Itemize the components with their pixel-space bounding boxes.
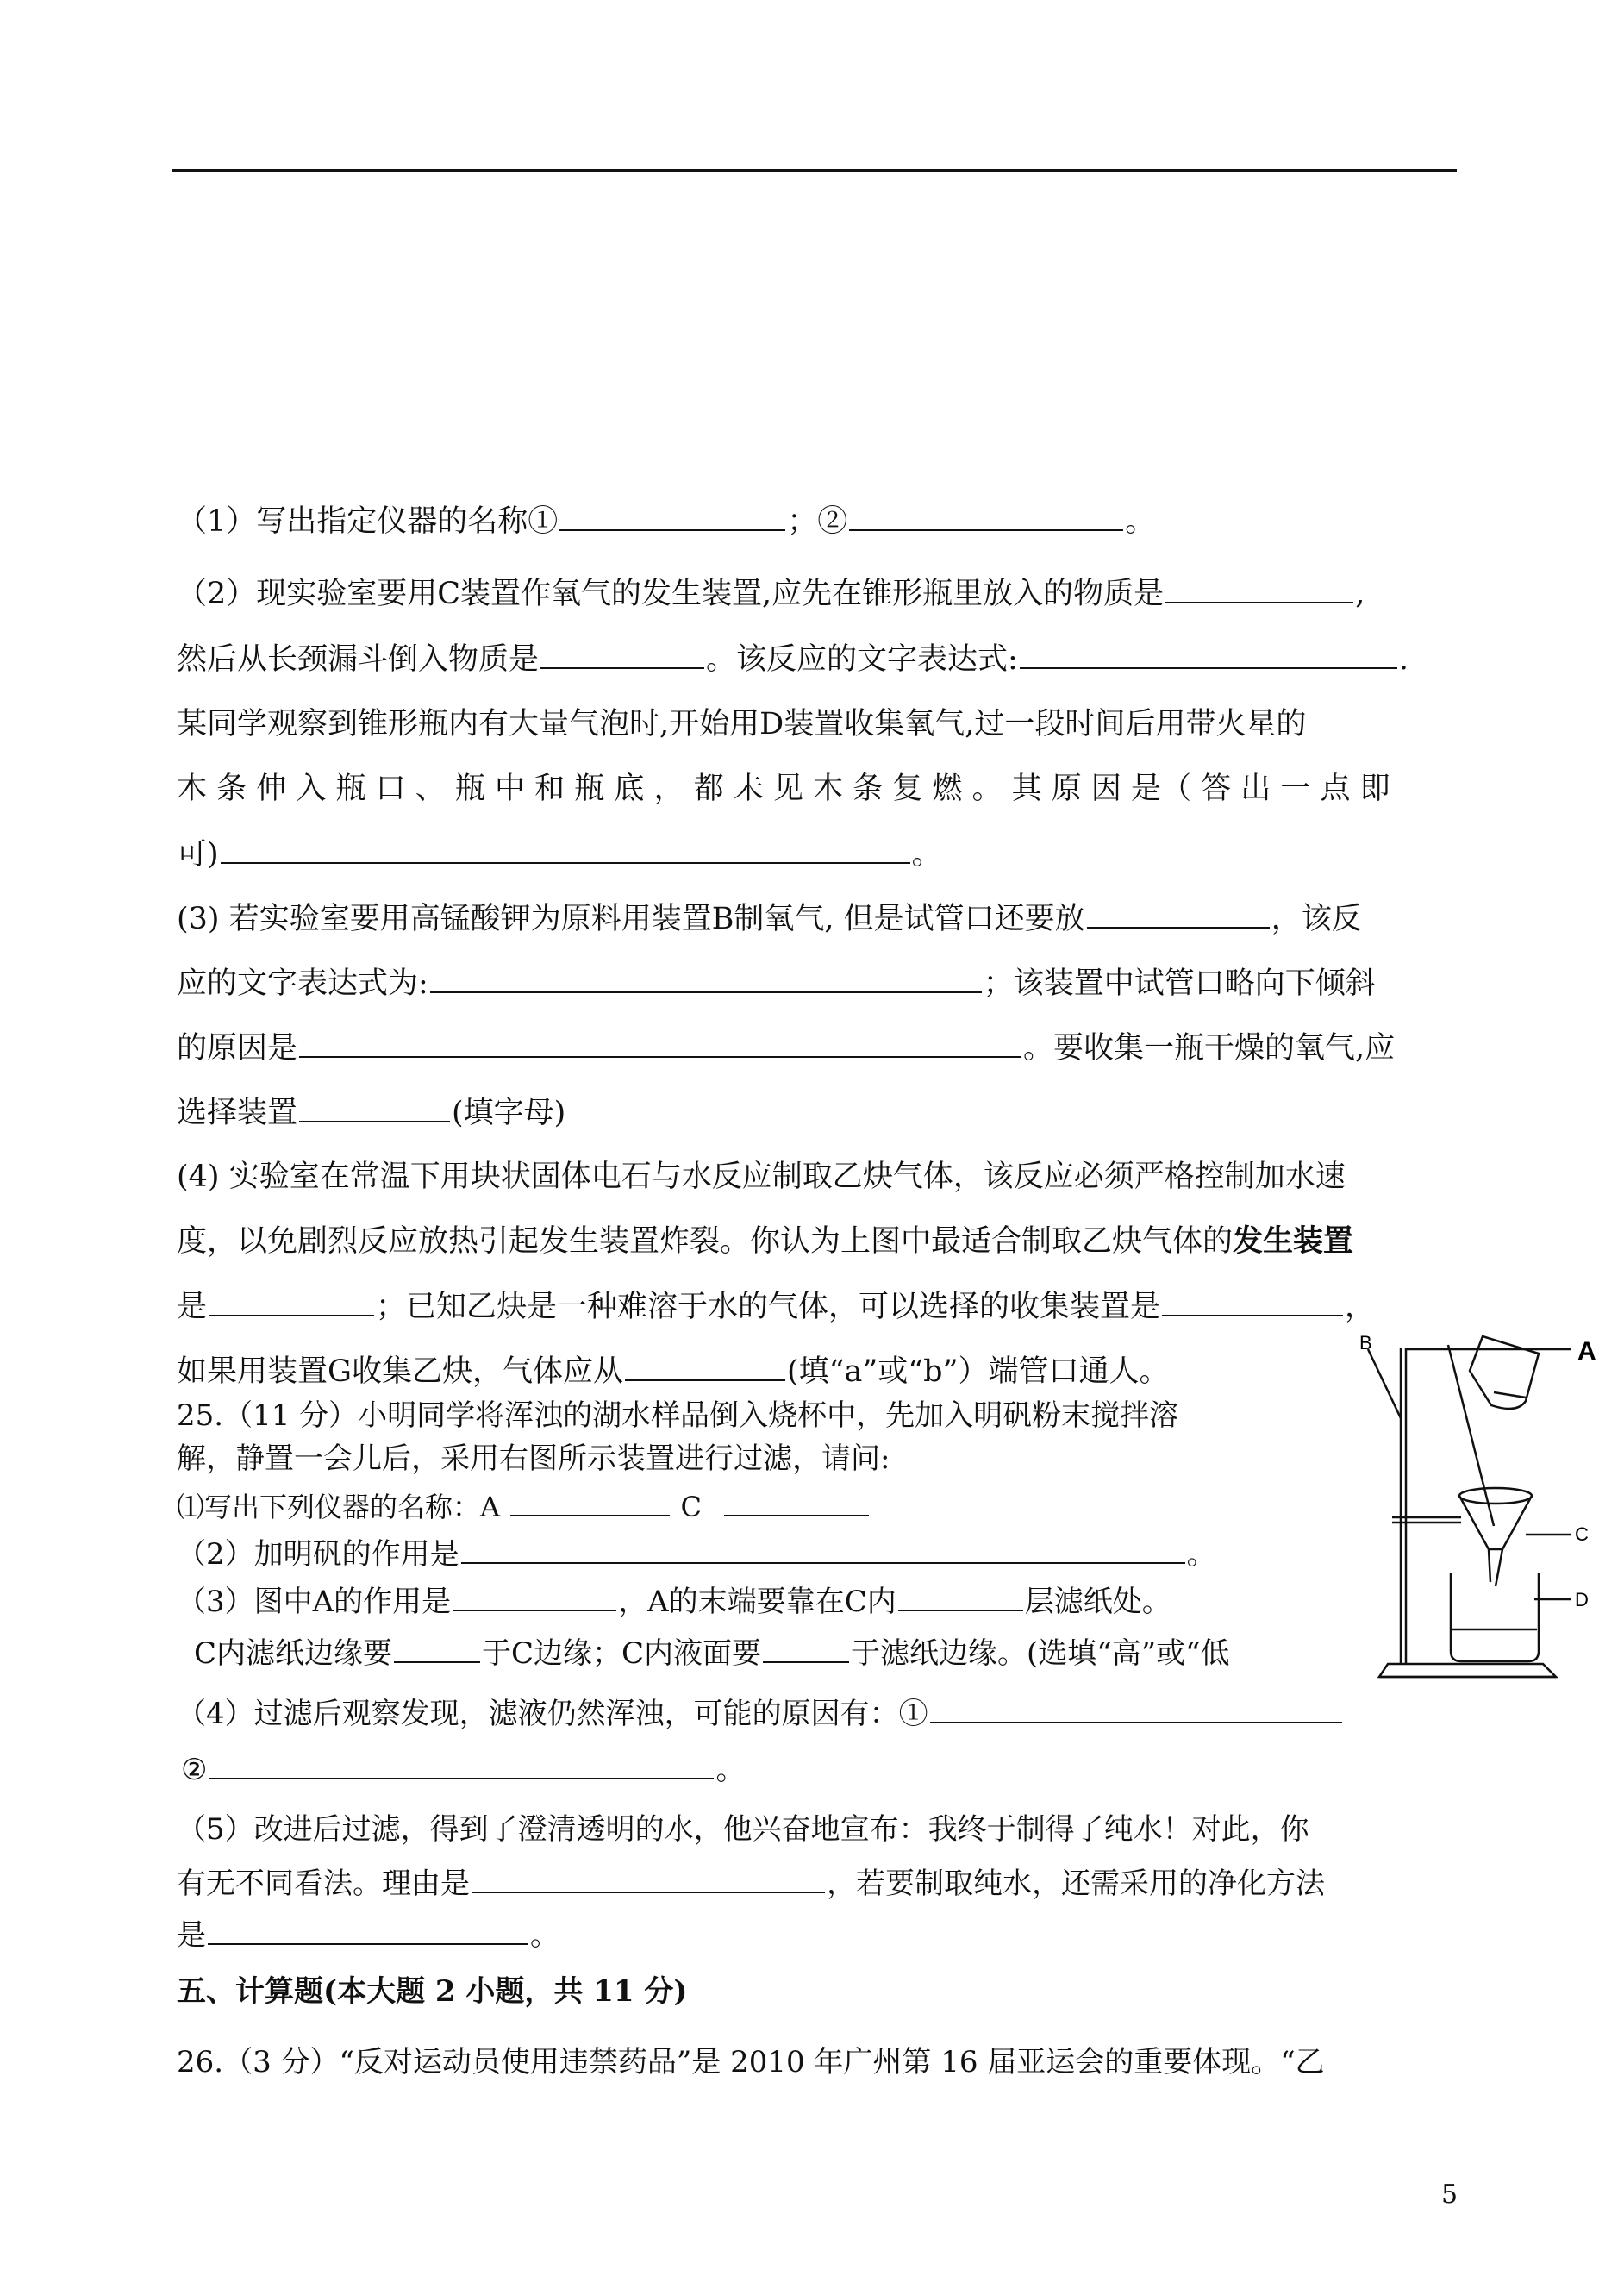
blank-liquid-level[interactable] — [763, 1634, 849, 1663]
blank-cause-1[interactable] — [930, 1694, 1342, 1723]
blank-gas-inlet[interactable] — [625, 1352, 785, 1381]
q24-part3-line4 — [177, 1093, 565, 1132]
receiving-beaker — [1451, 1573, 1539, 1661]
q25-part5-text: 。 — [530, 1918, 559, 1953]
q25-part3-edge — [194, 1634, 1345, 1673]
q24-part4-text: ；已知乙炔是一种难溶于水的气体，可以选择的收集装置是 — [376, 1290, 1161, 1324]
q24-part1-text: 。 — [1125, 504, 1156, 539]
blank-funnel-substance[interactable] — [540, 640, 704, 669]
q25-part2-text: 。 — [1186, 1537, 1216, 1572]
blank-kmno4-equation[interactable] — [430, 964, 982, 993]
q25-intro-line1: 25.（11 分）小明同学将浑浊的湖水样品倒入烧杯中，先加入明矾粉末搅拌溶 — [177, 1398, 1179, 1433]
q24-part2-line3: 某同学观察到锥形瓶内有大量气泡时,开始用D装置收集氧气,过一段时间后用带火星的 — [177, 707, 1307, 741]
funnel-rim — [1459, 1488, 1532, 1504]
q25-part4 — [177, 1694, 1344, 1733]
blank-tube-mouth[interactable] — [1087, 899, 1270, 929]
figure-label-d: D — [1575, 1589, 1589, 1610]
q24-part2-line2 — [177, 640, 1409, 678]
q24-part3-line1 — [177, 899, 1362, 938]
q24-part1 — [177, 502, 1155, 541]
q24-part2-text: 。 — [911, 837, 942, 872]
q24-part4-line2 — [177, 1223, 1353, 1260]
blank-word-equation[interactable] — [1020, 640, 1397, 669]
q24-part4-line1: (4) 实验室在常温下用块状固体电石与水反应制取乙炔气体，该反应必须严格控制加水速 — [177, 1160, 1346, 1194]
blank-collector[interactable] — [1162, 1287, 1343, 1316]
q25-part4-text: 。 — [715, 1753, 746, 1787]
q25-part5-text: 有无不同看法。理由是 — [177, 1867, 470, 1901]
blank-instrument-c[interactable] — [724, 1487, 869, 1516]
q25-part2-text: （2）加明矾的作用是 — [177, 1537, 459, 1572]
blank-cause-2[interactable] — [209, 1750, 714, 1779]
blank-paper-layers[interactable] — [898, 1582, 1023, 1611]
q25-part3-edge-text: C内滤纸边缘要 — [194, 1636, 393, 1671]
q24-part2-text: . — [1398, 642, 1409, 677]
pour-beaker — [1470, 1336, 1539, 1409]
q24-part3-text: 的原因是 — [177, 1031, 298, 1066]
q26-line1: 26.（3 分）“反对运动员使用违禁药品”是 2010 年广州第 16 届亚运会的重要体现。“乙 — [177, 2045, 1325, 2079]
blank-reason[interactable] — [221, 835, 910, 864]
section-heading: 五、计算题(本大题 2 小题，共 11 分) — [177, 1974, 688, 2009]
q24-part3-line2 — [177, 964, 1376, 1003]
q25-part5-line2 — [177, 1864, 1325, 1903]
filtration-apparatus-figure — [1349, 1323, 1603, 1698]
q25-part3-text: ，A的末端要靠在C内 — [618, 1585, 896, 1619]
blank-a-role[interactable] — [453, 1582, 616, 1611]
q25-intro-line2: 解，静置一会儿后，采用右图所示装置进行过滤，请问: — [177, 1441, 890, 1476]
q24-part3-text: 。要收集一瓶干燥的氧气,应 — [1023, 1031, 1396, 1066]
q24-part4-text: 度，以免剧烈反应放热引起发生装置炸裂。你认为上图中最适合制取乙炔气体的 — [177, 1224, 1234, 1259]
q24-part2-line4: 木 条 伸 入 瓶 口 、 瓶 中 和 瓶 底 ， 都 未 见 木 条 复 燃 。 其 原 因 是（ 答 出 一 点 即 — [177, 772, 1390, 806]
q24-part2-text: 然后从长颈漏斗倒入物质是 — [177, 642, 540, 677]
q24-part2-text: （2）现实验室要用C装置作氧气的发生装置,应先在锥形瓶里放入的物质是 — [177, 577, 1165, 611]
blank-paper-edge[interactable] — [394, 1634, 480, 1663]
q25-part4-text: ② — [181, 1753, 208, 1787]
q25-part5-text: ，若要制取纯水，还需采用的净化方法 — [827, 1867, 1325, 1901]
blank-tilt-reason[interactable] — [299, 1029, 1021, 1058]
q24-part3-text: (填字母) — [452, 1096, 566, 1130]
q24-part4-text: 如果用装置G收集乙炔，气体应从 — [177, 1354, 623, 1389]
q24-part4-line3 — [177, 1287, 1375, 1326]
blank-opinion-reason[interactable] — [472, 1864, 825, 1893]
q24-part3-text: 选择装置 — [177, 1096, 298, 1130]
figure-label-b: B — [1359, 1332, 1372, 1354]
q25-part3-edge-text: 于C边缘；C内液面要 — [482, 1636, 762, 1671]
q24-part2-text: , — [1355, 577, 1365, 611]
funnel-stem — [1489, 1549, 1502, 1586]
figure-label-a: A — [1577, 1337, 1596, 1366]
q25-part3-text: （3）图中A的作用是 — [177, 1585, 452, 1619]
q24-part4-bold-text: 发生装置 — [1233, 1223, 1354, 1259]
blank-instrument-a[interactable] — [510, 1487, 670, 1516]
q24-part2-text: 。该反应的文字表达式: — [706, 642, 1018, 677]
q24-part3-text: ；该装置中试管口略向下倾斜 — [983, 966, 1376, 1001]
q25-part4-text: （4）过滤后观察发现，滤液仍然浑浊，可能的原因有：① — [177, 1697, 928, 1731]
q25-part3 — [177, 1582, 1171, 1621]
q24-part2-line1 — [177, 574, 1365, 613]
q24-part3-text: (3) 若实验室要用高锰酸钾为原料用装置B制氧气, 但是试管口还要放 — [177, 902, 1085, 936]
figure-label-c: C — [1575, 1523, 1589, 1545]
q24-part1-text: （1）写出指定仪器的名称① — [177, 504, 559, 539]
blank-purify-method[interactable] — [208, 1916, 528, 1945]
blank-flask-substance[interactable] — [1165, 574, 1353, 603]
q25-part5-text: 是 — [177, 1918, 206, 1953]
q25-part1-text: ⑴写出下列仪器的名称：A — [177, 1491, 509, 1523]
q24-part3-text: ，该反 — [1271, 902, 1362, 936]
q24-part4-line4 — [177, 1352, 1169, 1391]
blank-instrument-1[interactable] — [559, 502, 785, 531]
q25-part5-line3 — [177, 1916, 559, 1954]
q24-part2-line5 — [177, 835, 942, 873]
q24-part4-text: ， — [1345, 1290, 1376, 1324]
q25-part1 — [177, 1487, 871, 1526]
leader-b — [1368, 1349, 1401, 1418]
q24-part3-line3 — [177, 1029, 1395, 1067]
page-number: 5 — [1441, 2179, 1458, 2210]
q25-part4-cause2 — [181, 1750, 745, 1789]
q25-part1-text: C — [680, 1491, 711, 1523]
header-rule — [172, 169, 1457, 172]
stand-base — [1379, 1664, 1556, 1677]
q24-part4-text: (填“a”或“b”）端管口通人。 — [786, 1354, 1170, 1389]
blank-alum-role[interactable] — [461, 1535, 1185, 1564]
blank-instrument-2[interactable] — [849, 502, 1123, 531]
q25-part3-text: 层滤纸处。 — [1024, 1585, 1171, 1619]
q25-part3-edge-text: 于滤纸边缘。(选填“高”或“低 — [851, 1636, 1230, 1671]
q24-part2-text: 可) — [177, 837, 219, 872]
blank-generator[interactable] — [209, 1287, 374, 1316]
q25-part2 — [177, 1535, 1216, 1573]
blank-dry-collect[interactable] — [299, 1093, 450, 1122]
q24-part1-text: ；② — [787, 504, 848, 539]
q25-part5-line1: （5）改进后过滤，得到了澄清透明的水，他兴奋地宣布：我终于制得了纯水！对此，你 — [177, 1812, 1309, 1847]
pour-beaker-liquid — [1494, 1392, 1526, 1398]
q24-part4-text: 是 — [177, 1290, 208, 1324]
q24-part3-text: 应的文字表达式为: — [177, 966, 428, 1001]
